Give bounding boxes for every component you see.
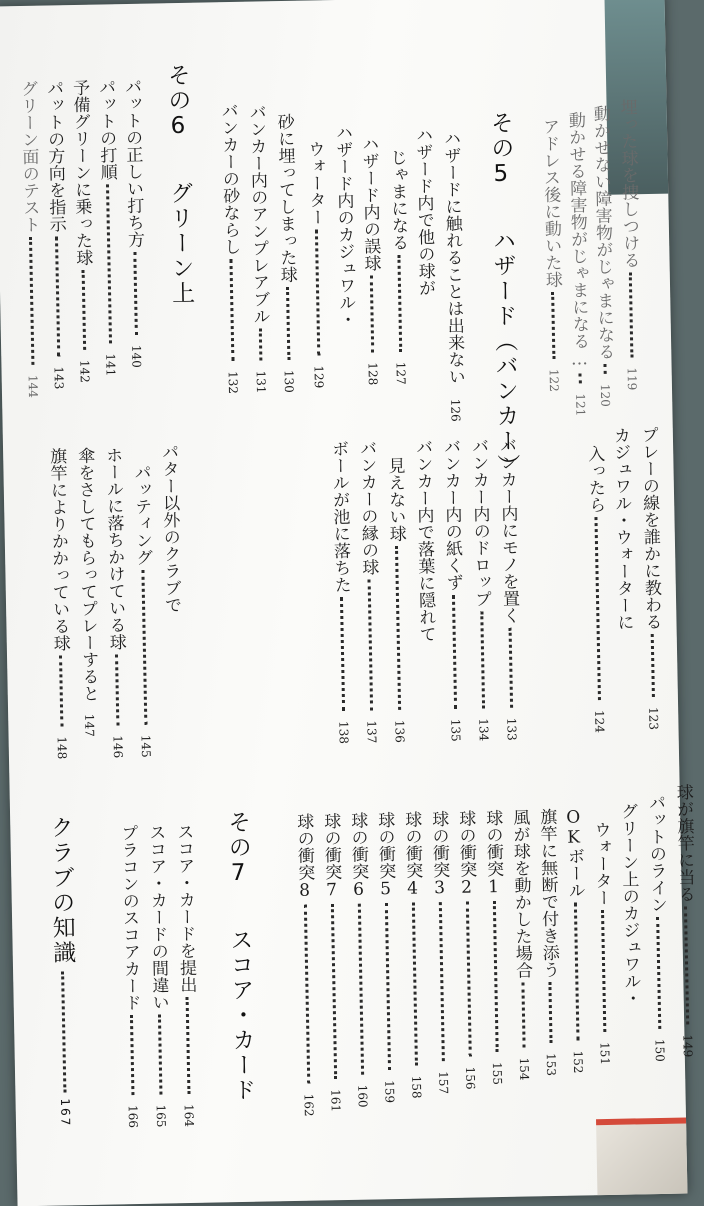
toc-entry: 球の衝突1 155	[482, 808, 505, 1086]
toc-entry: パットの正しい打ち方 140	[120, 77, 145, 369]
toc-entry: プレーの線を誰かに教わる 123	[637, 425, 662, 731]
toc-entry: カジュワル・ウォーターに	[609, 426, 634, 631]
toc-entry: プラコンのスコアカード 166	[117, 823, 141, 1129]
toc-entry: 球の衝突7 161	[320, 812, 343, 1113]
toc-entry: 砂に埋ってしまった球 130	[273, 112, 297, 394]
toc-entry: ウォーター 151	[590, 820, 612, 1066]
toc-entry: 見えない球 136	[384, 456, 407, 744]
toc-entry: スコア・カードを提出 164	[173, 822, 197, 1128]
toc-entry: 旗竿によりかかっている球 148	[46, 447, 70, 760]
section-5-heading: その5 ハザード（バンカー）	[486, 110, 520, 480]
toc-entry: 入ったら 124	[584, 444, 607, 734]
toc-entry: バンカー内にモノを置く 133	[495, 436, 520, 741]
toc-entry: 風が球を動かした場合 154	[509, 808, 533, 1081]
toc-entry: バンカーの砂ならし 132	[217, 101, 241, 395]
toc-entry: バンカー内のアンプレアブル 131	[245, 103, 270, 394]
toc-entry: 球の衝突8 162	[293, 812, 316, 1117]
toc-entry: バンカー内で落葉に隠れて	[411, 438, 436, 643]
toc-entry: 傘をさしてもらってプレーすると 147	[74, 446, 99, 737]
toc-entry: じゃまになる 127	[386, 148, 409, 385]
toc-entry: パットの方向を指示 143	[42, 79, 66, 390]
toc-entry: スコア・カードの間違い 165	[145, 823, 169, 1128]
toc-entry: 動かせない障害物がじゃまになる 120	[589, 104, 615, 407]
toc-entry: 旗竿に無断で付き添う 153	[536, 807, 560, 1077]
toc-entry: グリーン上のカジュワル・	[616, 802, 641, 1007]
toc-entry: パットの打順 141	[94, 78, 118, 377]
toc-entry: バンカー内のドロップ 134	[467, 437, 492, 742]
toc-entry: 球の衝突4 158	[401, 810, 424, 1099]
toc-entry: バンカー内の紙くず 135	[439, 437, 463, 742]
toc-entry: 球が旗竿に当る 149	[672, 783, 695, 1058]
toc-entry: ホールに落ちかけている球 146	[102, 446, 126, 759]
clubs-heading: クラブの知識 167	[46, 815, 76, 1128]
toc-entry: 埋った球を捜しつける 119	[616, 98, 640, 391]
toc-entry: 動かせる障害物がじゃまになる… 121	[564, 111, 590, 417]
section-6-heading: その6 グリーン上	[163, 62, 195, 307]
toc-entry: パッティング 145	[130, 463, 153, 758]
toc-entry: ハザードに触れることは出来ない 126	[439, 129, 465, 422]
toc-entry: OKボール 152	[563, 807, 586, 1074]
toc-entry: アドレス後に動いた球 122	[538, 117, 563, 393]
section-7-heading: その7 スコア・カード	[224, 809, 256, 1104]
toc-entry: 球の衝突5 159	[374, 811, 397, 1104]
toc-entry: バンカーの縁の球 137	[355, 439, 379, 744]
toc-entry: ハザード内のカジュワル・	[331, 123, 356, 329]
toc-entry: 球の衝突3 157	[428, 809, 451, 1095]
toc-entry: 球の衝突6 160	[347, 811, 370, 1108]
toc-entry: グリーン面のテスト 144	[16, 79, 41, 399]
toc-entry: ハザード内で他の球が	[411, 126, 436, 297]
toc-entry: ボールが池に落ちた 138	[327, 439, 351, 745]
toc-entry: ハザード内の誤球 128	[358, 135, 381, 386]
toc-entry: パットのライン 150	[644, 793, 668, 1063]
toc-entry: 予備グリーンに乗った球 142	[68, 78, 93, 384]
toc-entry: 球の衝突2 156	[455, 809, 478, 1090]
background-book-spine	[596, 1117, 687, 1195]
toc-entry: ウォーター 129	[304, 140, 326, 389]
toc-entry: パター以外のクラブで	[157, 443, 182, 614]
